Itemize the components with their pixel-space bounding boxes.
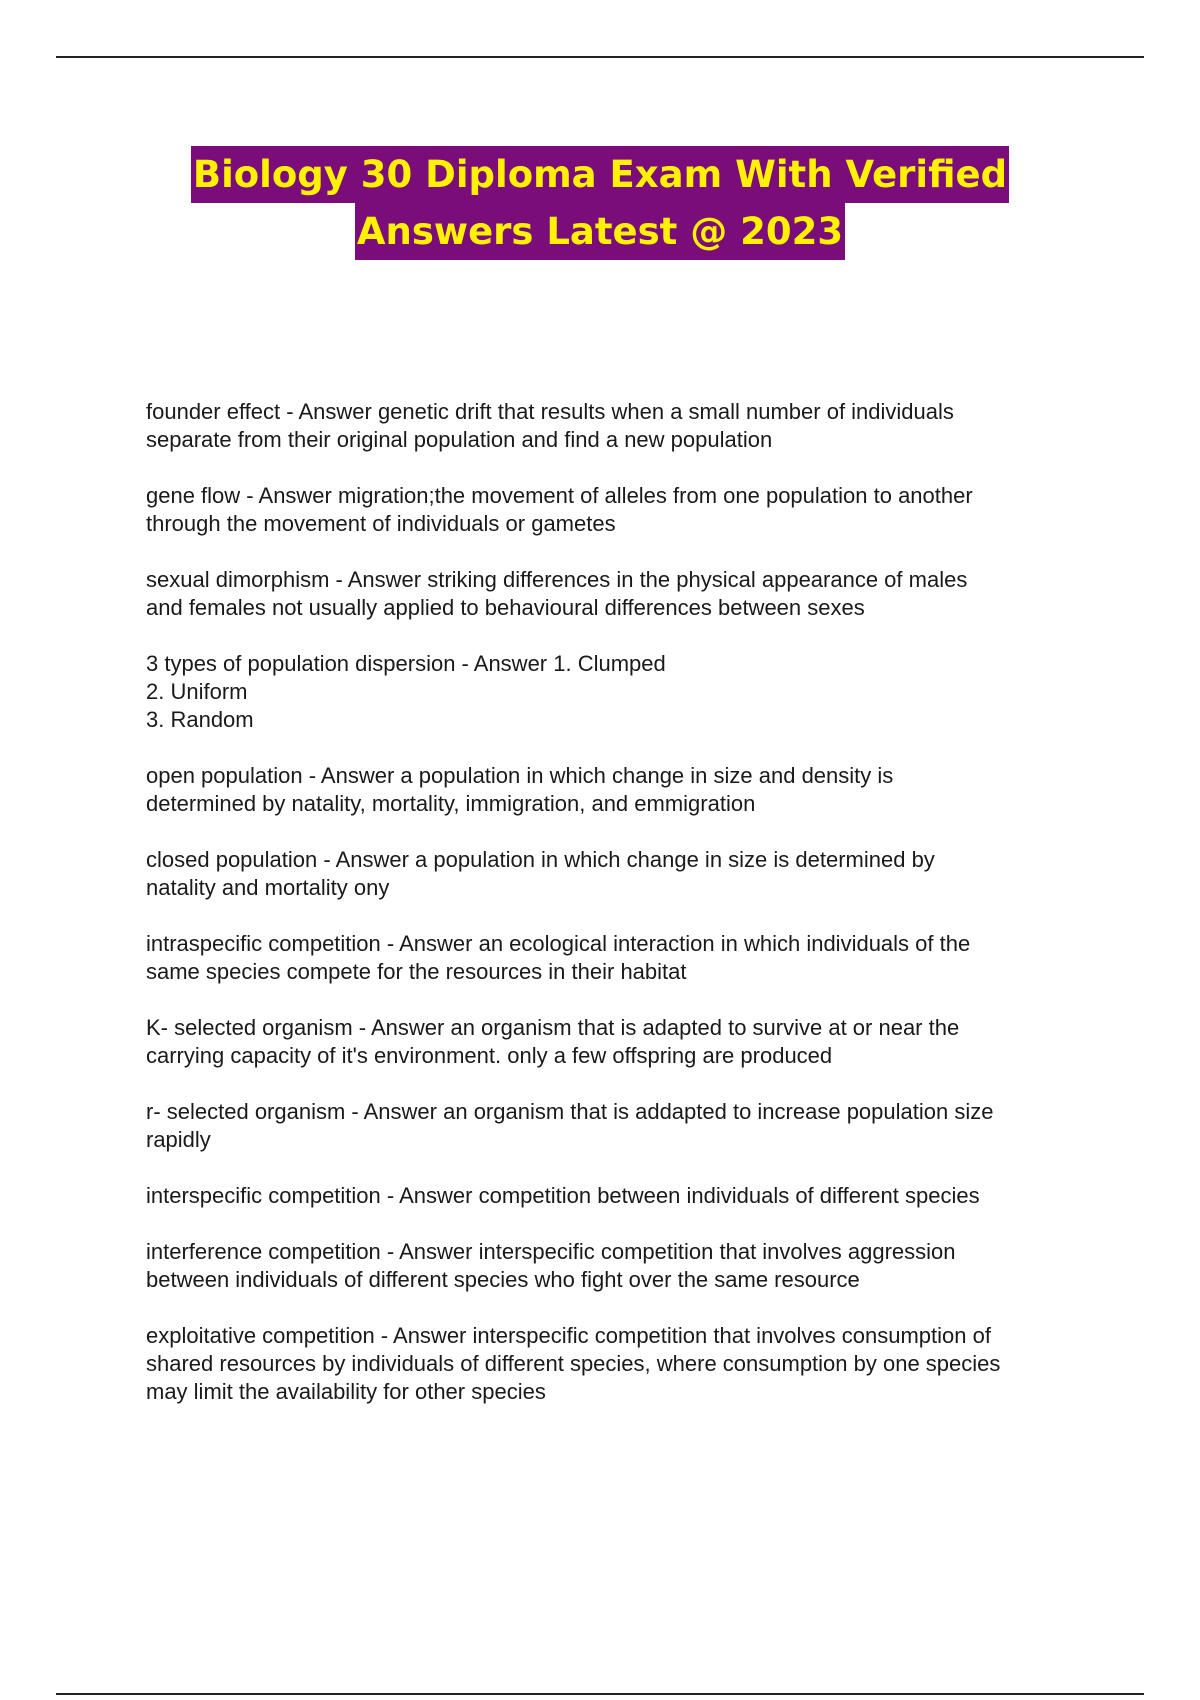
entry-line: may limit the availability for other species: [146, 1379, 546, 1404]
qa-entry-sexual-dimorphism: [146, 566, 1106, 622]
entry-line: rapidly: [146, 1127, 211, 1152]
entry-line: open population - Answer a population in which change in size and density is: [146, 763, 894, 788]
qa-list: [146, 398, 1106, 1434]
entry-line: 2. Uniform: [146, 679, 248, 704]
entry-line: separate from their original population and find a new population: [146, 427, 773, 452]
qa-entry-interference-competition: [146, 1238, 1106, 1294]
qa-entry-closed-population: [146, 846, 1106, 902]
entry-line: shared resources by individuals of different species, where consumption by one species: [146, 1351, 1001, 1376]
document-title: [0, 146, 1200, 260]
entry-line: between individuals of different species who fight over the same resource: [146, 1267, 860, 1292]
entry-line: founder effect - Answer genetic drift that results when a small number of individuals: [146, 399, 954, 424]
qa-entry-open-population: [146, 762, 1106, 818]
qa-entry-k-selected: [146, 1014, 1106, 1070]
title-line-1: Biology 30 Diploma Exam With Verified: [191, 146, 1009, 203]
entry-line: natality and mortality ony: [146, 875, 390, 900]
entry-line: r- selected organism - Answer an organism that is addapted to increase population size: [146, 1099, 994, 1124]
entry-line: gene flow - Answer migration;the movement of alleles from one population to another: [146, 483, 973, 508]
top-rule: [56, 56, 1144, 58]
entry-line: through the movement of individuals or gametes: [146, 511, 616, 536]
entry-line: determined by natality, mortality, immigration, and emmigration: [146, 791, 756, 816]
entry-line: 3. Random: [146, 707, 254, 732]
entry-line: closed population - Answer a population in which change in size is determined by: [146, 847, 935, 872]
entry-line: exploitative competition - Answer interspecific competition that involves consumption of: [146, 1323, 991, 1348]
entry-line: interference competition - Answer interspecific competition that involves aggression: [146, 1239, 956, 1264]
entry-line: K- selected organism - Answer an organism that is adapted to survive at or near the: [146, 1015, 960, 1040]
qa-entry-gene-flow: [146, 482, 1106, 538]
qa-entry-founder-effect: [146, 398, 1106, 454]
entry-line: same species compete for the resources in their habitat: [146, 959, 687, 984]
qa-entry-intraspecific-competition: [146, 930, 1106, 986]
qa-entry-interspecific-competition: [146, 1182, 1106, 1210]
bottom-rule: [56, 1693, 1144, 1695]
title-line-2: Answers Latest @ 2023: [355, 203, 845, 260]
entry-line: and females not usually applied to behavioural differences between sexes: [146, 595, 865, 620]
entry-line: interspecific competition - Answer competition between individuals of different species: [146, 1183, 980, 1208]
qa-entry-population-dispersion: [146, 650, 1106, 734]
entry-line: 3 types of population dispersion - Answer 1. Clumped: [146, 651, 666, 676]
entry-line: carrying capacity of it's environment. only a few offspring are produced: [146, 1043, 833, 1068]
qa-entry-r-selected: [146, 1098, 1106, 1154]
entry-line: sexual dimorphism - Answer striking differences in the physical appearance of males: [146, 567, 968, 592]
qa-entry-exploitative-competition: [146, 1322, 1106, 1406]
entry-line: intraspecific competition - Answer an ecological interaction in which individuals of the: [146, 931, 971, 956]
